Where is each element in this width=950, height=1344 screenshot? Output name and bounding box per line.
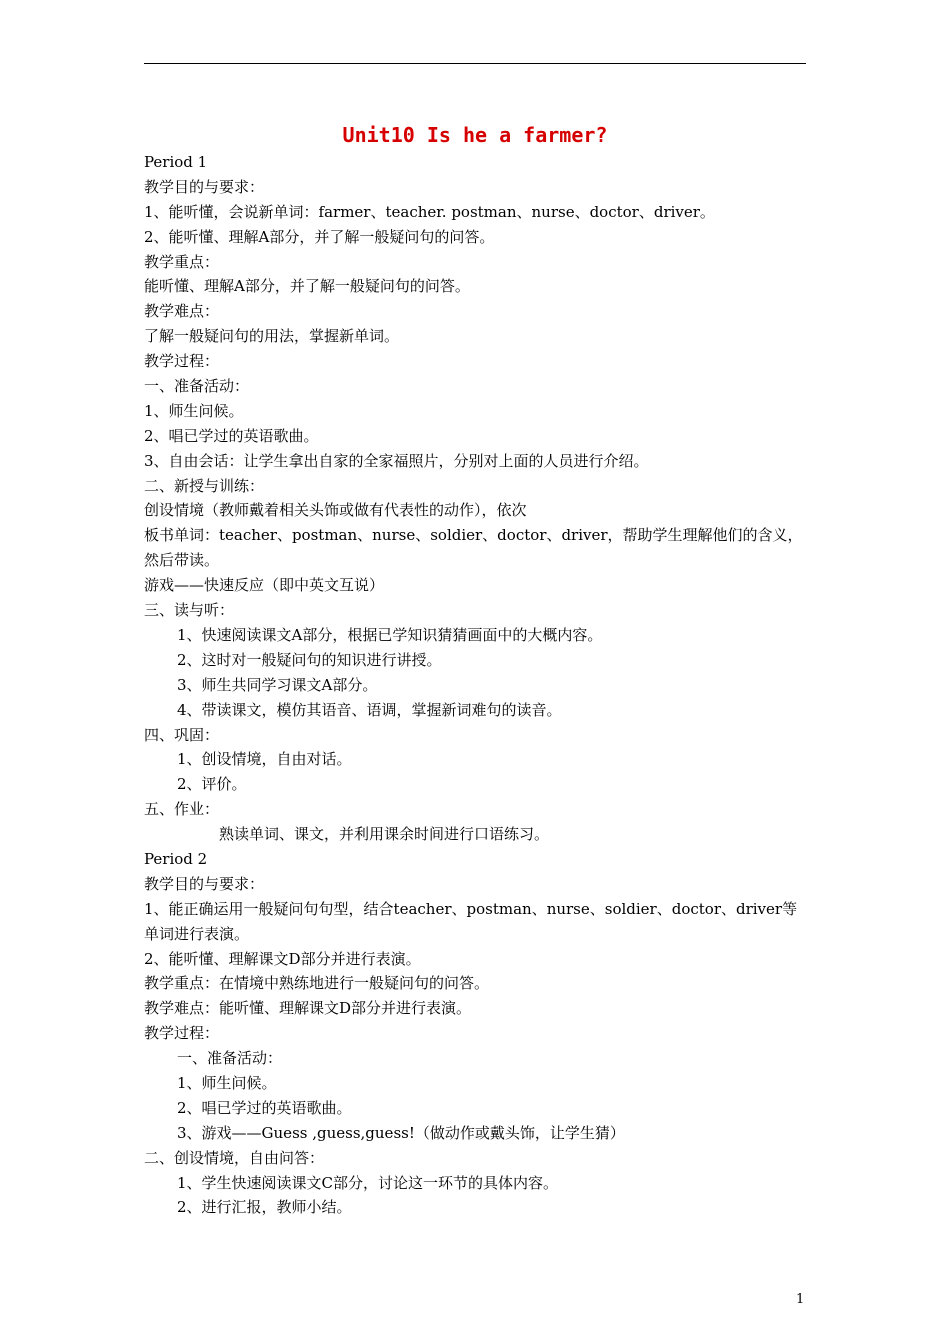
text-line: 教学难点：能听懂、理解课文D部分并进行表演。 xyxy=(144,999,472,1018)
text-line: 板书单词：teacher、postman、nurse、soldier、doctor、driver，帮助学生理解他们的含义，然后带读。 xyxy=(144,526,803,570)
document-body xyxy=(144,150,812,1220)
text-line: 2、唱已学过的英语歌曲。 xyxy=(177,1098,352,1117)
text-line: 1、能正确运用一般疑问句句型，结合teacher、postman、nurse、soldier、doctor、driver等单词进行表演。 xyxy=(144,899,798,943)
page-number: 1 xyxy=(796,1292,805,1307)
text-line: 2、能听懂、理解课文D部分并进行表演。 xyxy=(144,949,421,968)
text-line: 教学过程： xyxy=(144,1024,220,1043)
text-line: 创设情境（教师戴着相关头饰或做有代表性的动作），依次 xyxy=(144,501,527,520)
text-line: 二、新授与训练： xyxy=(144,476,265,495)
text-line: 2、能听懂、理解A部分，并了解一般疑问句的问答。 xyxy=(144,227,495,246)
text-line: 游戏——快速反应（即中英文互说） xyxy=(144,576,385,595)
text-line: 教学目的与要求： xyxy=(144,177,265,196)
text-line: 教学难点： xyxy=(144,302,220,321)
text-line: 一、准备活动： xyxy=(144,377,250,396)
text-line: 1、师生问候。 xyxy=(177,1074,277,1093)
text-line: 能听懂、理解A部分，并了解一般疑问句的问答。 xyxy=(144,277,470,296)
document-title: Unit10 Is he a farmer? xyxy=(342,123,608,147)
text-line: 熟读单词、课文，并利用课余时间进行口语练习。 xyxy=(219,825,550,844)
text-line: 4、带读课文，模仿其语音、语调，掌握新词难句的读音。 xyxy=(177,700,562,719)
text-line: 教学过程： xyxy=(144,352,220,371)
text-line: Period 1 xyxy=(144,153,208,171)
text-line: 3、游戏——Guess ,guess,guess!（做动作或戴头饰，让学生猜） xyxy=(177,1123,625,1142)
text-line: 教学重点：在情境中熟练地进行一般疑问句的问答。 xyxy=(144,974,490,993)
text-line: 2、进行汇报，教师小结。 xyxy=(177,1198,352,1217)
text-line: 2、唱已学过的英语歌曲。 xyxy=(144,426,319,445)
text-line: Period 2 xyxy=(144,849,208,868)
text-line: 了解一般疑问句的用法，掌握新单词。 xyxy=(144,327,400,346)
text-line: 二、创设情境，自由问答： xyxy=(144,1148,325,1167)
text-line: 四、巩固： xyxy=(144,725,220,744)
text-line: 1、快速阅读课文A部分，根据已学知识猜猜画面中的大概内容。 xyxy=(177,625,603,644)
text-line: 1、学生快速阅读课文C部分，讨论这一环节的具体内容。 xyxy=(177,1173,559,1192)
text-line: 教学目的与要求： xyxy=(144,874,265,893)
text-line: 2、评价。 xyxy=(177,775,247,794)
text-line: 1、师生问候。 xyxy=(144,401,244,420)
text-line: 3、自由会话：让学生拿出自家的全家福照片，分别对上面的人员进行介绍。 xyxy=(144,451,649,470)
text-line: 1、能听懂，会说新单词：farmer、teacher. postman、nurse、doctor、driver。 xyxy=(144,202,715,221)
text-line: 3、师生共同学习课文A部分。 xyxy=(177,675,378,694)
text-line: 2、这时对一般疑问句的知识进行讲授。 xyxy=(177,650,442,669)
text-line: 1、创设情境，自由对话。 xyxy=(177,750,352,769)
text-line: 三、读与听： xyxy=(144,601,235,620)
text-line: 教学重点： xyxy=(144,252,220,271)
text-line: 五、作业： xyxy=(144,800,220,819)
text-line: 一、准备活动： xyxy=(177,1049,283,1068)
header-rule xyxy=(144,63,806,64)
